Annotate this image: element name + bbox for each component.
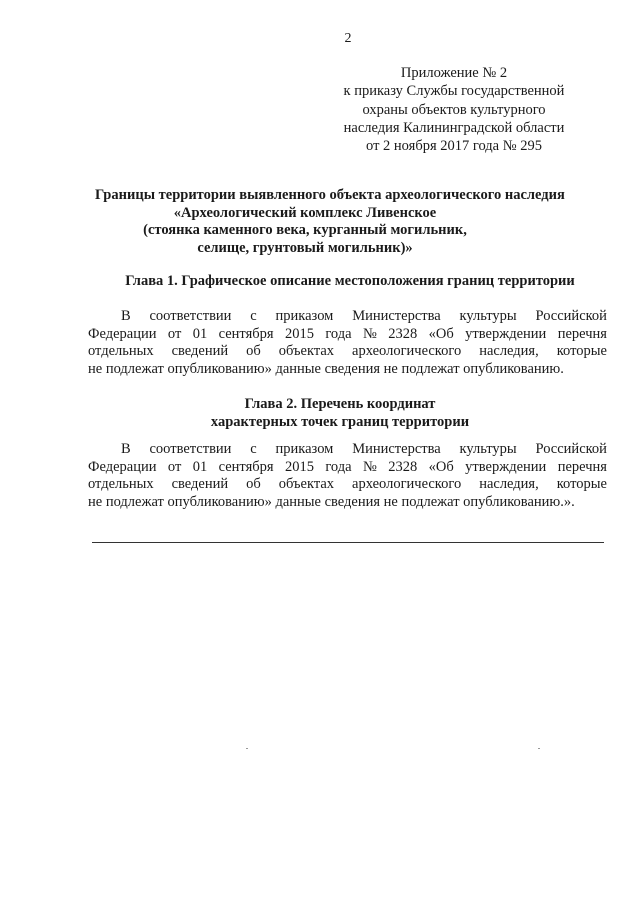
paragraph-word: об [246, 343, 261, 360]
paragraph-word: В [121, 308, 131, 324]
paragraph-word: Российской [535, 441, 607, 457]
paragraph-word: отдельных [88, 476, 154, 493]
paragraph-word: утверждении [465, 458, 547, 475]
title-line: селище, грунтовый могильник)» [197, 239, 413, 256]
scan-speck [538, 748, 540, 749]
title-line: Границы территории выявленного объекта археологического наследия [95, 187, 565, 203]
chapter-1-heading [80, 272, 620, 290]
paragraph-word: объектах [278, 476, 335, 493]
paragraph-word: от [167, 458, 182, 475]
chapter-heading-line: Глава 1. Графическое описание местоположения границ территории [125, 273, 575, 289]
title-line: «Археологический комплекс Ливенское [173, 204, 437, 221]
paragraph-word: приказом [275, 308, 334, 324]
paragraph-line [88, 459, 607, 477]
paragraph-line [88, 343, 607, 361]
paragraph-word: Федерации [88, 458, 157, 475]
paragraph-word: сентября [218, 325, 274, 342]
paragraph-word: соответствии [149, 308, 232, 324]
paragraph-word: археологического [352, 343, 462, 360]
paragraph-word: В [121, 441, 131, 457]
appendix-line: наследия Калининградской области [343, 119, 565, 136]
chapter-1-paragraph [88, 308, 607, 378]
paragraph-line [88, 308, 607, 326]
paragraph-word: 2015 [284, 325, 314, 342]
paragraph-line [88, 326, 607, 344]
paragraph-word: № [362, 325, 377, 342]
chapter-2-heading [70, 395, 610, 431]
title-line: (стоянка каменного века, курганный могильник, [143, 222, 467, 238]
paragraph-word: «Об [428, 458, 454, 475]
paragraph-word: которые [556, 476, 607, 493]
document-title [95, 187, 565, 257]
paragraph-word: Федерации [88, 325, 157, 342]
chapter-2-paragraph [88, 441, 607, 511]
paragraph-word: 01 [192, 325, 208, 342]
appendix-line: к приказу Службы государственной [343, 83, 565, 100]
paragraph-word: перечня [557, 458, 607, 475]
paragraph-line [88, 441, 607, 459]
paragraph-word: года [325, 458, 352, 475]
paragraph-word: не подлежат опубликованию» данные сведения не подлежат опубликованию. [88, 360, 564, 377]
paragraph-word: не подлежат опубликованию» данные сведения не подлежат опубликованию.». [88, 493, 575, 510]
paragraph-word: отдельных [88, 343, 154, 360]
closing-rule [92, 542, 604, 543]
paragraph-word: которые [556, 343, 607, 360]
chapter-heading-line: характерных точек границ территории [210, 414, 470, 430]
paragraph-line [88, 361, 607, 379]
appendix-line: Приложение № 2 [400, 65, 508, 81]
paragraph-word: утверждении [465, 325, 547, 342]
paragraph-word: приказом [275, 441, 334, 457]
appendix-line: от 2 ноября 2017 года № 295 [366, 138, 542, 155]
paragraph-word: 2328 [388, 458, 418, 475]
paragraph-line [88, 476, 607, 494]
appendix-block [324, 64, 584, 155]
paragraph-word: с [250, 441, 257, 457]
scan-speck [246, 748, 248, 749]
paragraph-word: наследия, [479, 343, 539, 360]
paragraph-word: сентября [218, 458, 274, 475]
paragraph-word: года [325, 325, 352, 342]
paragraph-word: перечня [557, 325, 607, 342]
paragraph-word: с [250, 308, 257, 324]
paragraph-word: культуры [459, 308, 517, 324]
paragraph-word: от [167, 325, 182, 342]
paragraph-word: объектах [278, 343, 335, 360]
paragraph-word: 2015 [284, 458, 314, 475]
paragraph-word: наследия, [479, 476, 539, 493]
paragraph-word: сведений [171, 476, 229, 493]
paragraph-word: Российской [535, 308, 607, 324]
paragraph-word: культуры [459, 441, 517, 457]
paragraph-word: Министерства [352, 308, 441, 324]
paragraph-word: сведений [171, 343, 229, 360]
paragraph-word: Министерства [352, 441, 441, 457]
chapter-heading-line: Глава 2. Перечень координат [244, 396, 436, 412]
paragraph-word: «Об [428, 325, 454, 342]
appendix-line: охраны объектов культурного [362, 101, 546, 118]
paragraph-word: № [362, 458, 377, 475]
paragraph-word: соответствии [149, 441, 232, 457]
paragraph-word: археологического [352, 476, 462, 493]
paragraph-word: 2328 [388, 325, 418, 342]
page-number: 2 [344, 31, 352, 46]
paragraph-word: 01 [192, 458, 208, 475]
paragraph-word: об [246, 476, 261, 493]
paragraph-line [88, 494, 607, 512]
